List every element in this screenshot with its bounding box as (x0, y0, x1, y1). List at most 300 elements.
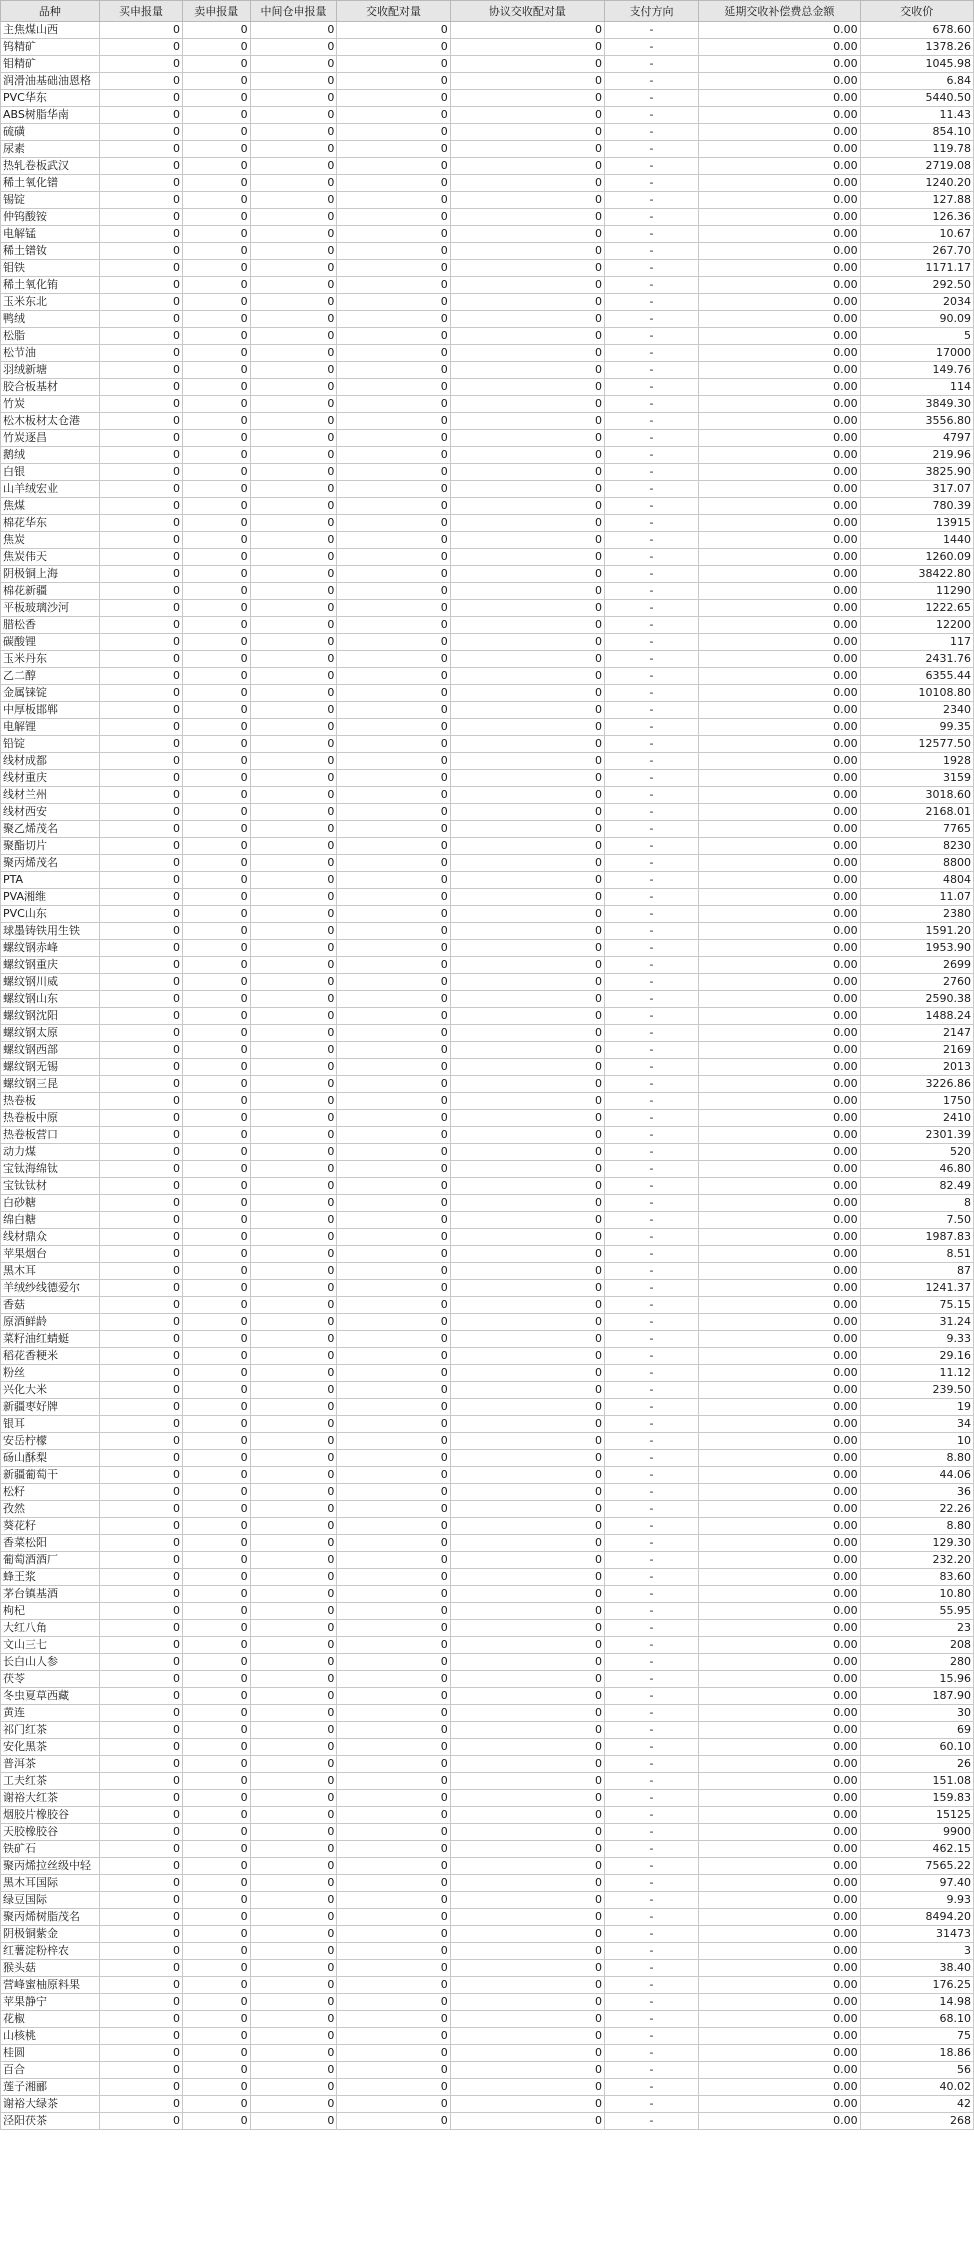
table-row (1, 498, 974, 515)
table-row (1, 2062, 974, 2079)
cell-buy-qty: 0 (99, 1042, 182, 1059)
cell-product: 粉丝 (1, 1365, 100, 1382)
cell-match-qty: 0 (337, 124, 450, 141)
cell-agreement-qty: 0 (450, 702, 604, 719)
cell-compensation: 0.00 (699, 1620, 861, 1637)
cell-pay-direction: - (605, 1603, 699, 1620)
cell-pay-direction: - (605, 2079, 699, 2096)
table-row (1, 1552, 974, 1569)
cell-product: ABS树脂华南 (1, 107, 100, 124)
cell-agreement-qty: 0 (450, 1994, 604, 2011)
cell-compensation: 0.00 (699, 1008, 861, 1025)
cell-agreement-qty: 0 (450, 634, 604, 651)
cell-compensation: 0.00 (699, 600, 861, 617)
cell-product: 聚丙烯茂名 (1, 855, 100, 872)
cell-pay-direction: - (605, 1807, 699, 1824)
cell-match-qty: 0 (337, 1977, 450, 1994)
cell-product: 棉花新疆 (1, 583, 100, 600)
table-row (1, 1994, 974, 2011)
cell-buy-qty: 0 (99, 413, 182, 430)
cell-buy-qty: 0 (99, 294, 182, 311)
cell-pay-direction: - (605, 362, 699, 379)
cell-price: 780.39 (860, 498, 973, 515)
cell-buy-qty: 0 (99, 702, 182, 719)
cell-buy-qty: 0 (99, 379, 182, 396)
cell-buy-qty: 0 (99, 1620, 182, 1637)
cell-match-qty: 0 (337, 22, 450, 39)
cell-price: 60.10 (860, 1739, 973, 1756)
cell-price: 46.80 (860, 1161, 973, 1178)
cell-mid-qty: 0 (250, 770, 337, 787)
cell-sell-qty: 0 (183, 515, 251, 532)
cell-buy-qty: 0 (99, 787, 182, 804)
cell-pay-direction: - (605, 260, 699, 277)
cell-match-qty: 0 (337, 1382, 450, 1399)
cell-buy-qty: 0 (99, 226, 182, 243)
cell-agreement-qty: 0 (450, 566, 604, 583)
cell-agreement-qty: 0 (450, 277, 604, 294)
cell-mid-qty: 0 (250, 1280, 337, 1297)
cell-pay-direction: - (605, 1297, 699, 1314)
cell-pay-direction: - (605, 175, 699, 192)
cell-pay-direction: - (605, 685, 699, 702)
cell-compensation: 0.00 (699, 90, 861, 107)
cell-mid-qty: 0 (250, 1654, 337, 1671)
cell-buy-qty: 0 (99, 1960, 182, 1977)
cell-sell-qty: 0 (183, 1212, 251, 1229)
cell-mid-qty: 0 (250, 1790, 337, 1807)
cell-mid-qty: 0 (250, 1042, 337, 1059)
cell-price: 15.96 (860, 1671, 973, 1688)
cell-product: 钼铁 (1, 260, 100, 277)
cell-sell-qty: 0 (183, 22, 251, 39)
cell-match-qty: 0 (337, 1127, 450, 1144)
cell-pay-direction: - (605, 1637, 699, 1654)
cell-price: 3159 (860, 770, 973, 787)
cell-agreement-qty: 0 (450, 39, 604, 56)
cell-mid-qty: 0 (250, 39, 337, 56)
cell-sell-qty: 0 (183, 56, 251, 73)
cell-buy-qty: 0 (99, 2011, 182, 2028)
cell-sell-qty: 0 (183, 889, 251, 906)
cell-product: 原酒鲜龄 (1, 1314, 100, 1331)
table-body (1, 22, 974, 2130)
cell-price: 36 (860, 1484, 973, 1501)
cell-agreement-qty: 0 (450, 1705, 604, 1722)
cell-sell-qty: 0 (183, 1739, 251, 1756)
cell-match-qty: 0 (337, 1399, 450, 1416)
cell-agreement-qty: 0 (450, 872, 604, 889)
cell-product: 乙二醇 (1, 668, 100, 685)
cell-pay-direction: - (605, 481, 699, 498)
cell-mid-qty: 0 (250, 2028, 337, 2045)
cell-compensation: 0.00 (699, 1501, 861, 1518)
cell-agreement-qty: 0 (450, 1552, 604, 1569)
cell-compensation: 0.00 (699, 1739, 861, 1756)
cell-price: 34 (860, 1416, 973, 1433)
cell-buy-qty: 0 (99, 1943, 182, 1960)
cell-mid-qty: 0 (250, 889, 337, 906)
cell-pay-direction: - (605, 1705, 699, 1722)
cell-price: 176.25 (860, 1977, 973, 1994)
cell-buy-qty: 0 (99, 1994, 182, 2011)
cell-buy-qty: 0 (99, 906, 182, 923)
cell-pay-direction: - (605, 1042, 699, 1059)
cell-mid-qty: 0 (250, 124, 337, 141)
cell-sell-qty: 0 (183, 379, 251, 396)
cell-price: 7.50 (860, 1212, 973, 1229)
cell-agreement-qty: 0 (450, 940, 604, 957)
cell-pay-direction: - (605, 872, 699, 889)
cell-compensation: 0.00 (699, 1382, 861, 1399)
cell-compensation: 0.00 (699, 1127, 861, 1144)
cell-agreement-qty: 0 (450, 209, 604, 226)
cell-match-qty: 0 (337, 2011, 450, 2028)
cell-compensation: 0.00 (699, 821, 861, 838)
cell-compensation: 0.00 (699, 1212, 861, 1229)
cell-sell-qty: 0 (183, 1807, 251, 1824)
cell-pay-direction: - (605, 770, 699, 787)
cell-product: 祁门红茶 (1, 1722, 100, 1739)
cell-agreement-qty: 0 (450, 192, 604, 209)
cell-sell-qty: 0 (183, 1042, 251, 1059)
cell-pay-direction: - (605, 1433, 699, 1450)
cell-mid-qty: 0 (250, 2096, 337, 2113)
cell-pay-direction: - (605, 991, 699, 1008)
cell-sell-qty: 0 (183, 685, 251, 702)
cell-match-qty: 0 (337, 991, 450, 1008)
cell-product: 茯苓 (1, 1671, 100, 1688)
cell-sell-qty: 0 (183, 107, 251, 124)
table-row (1, 770, 974, 787)
cell-compensation: 0.00 (699, 124, 861, 141)
cell-sell-qty: 0 (183, 1127, 251, 1144)
cell-buy-qty: 0 (99, 1025, 182, 1042)
cell-agreement-qty: 0 (450, 1773, 604, 1790)
cell-sell-qty: 0 (183, 1348, 251, 1365)
cell-compensation: 0.00 (699, 855, 861, 872)
cell-match-qty: 0 (337, 770, 450, 787)
cell-buy-qty: 0 (99, 277, 182, 294)
cell-match-qty: 0 (337, 1620, 450, 1637)
cell-product: 松籽 (1, 1484, 100, 1501)
table-row (1, 141, 974, 158)
cell-product: 银耳 (1, 1416, 100, 1433)
cell-sell-qty: 0 (183, 1824, 251, 1841)
cell-pay-direction: - (605, 226, 699, 243)
cell-price: 1440 (860, 532, 973, 549)
cell-match-qty: 0 (337, 2096, 450, 2113)
cell-agreement-qty: 0 (450, 1943, 604, 1960)
table-row (1, 1773, 974, 1790)
cell-pay-direction: - (605, 498, 699, 515)
cell-buy-qty: 0 (99, 1892, 182, 1909)
cell-price: 42 (860, 2096, 973, 2113)
cell-price: 2013 (860, 1059, 973, 1076)
cell-compensation: 0.00 (699, 2028, 861, 2045)
cell-buy-qty: 0 (99, 1773, 182, 1790)
table-row (1, 1535, 974, 1552)
cell-price: 30 (860, 1705, 973, 1722)
table-row (1, 719, 974, 736)
cell-agreement-qty: 0 (450, 1110, 604, 1127)
cell-product: 螺纹钢山东 (1, 991, 100, 1008)
table-row (1, 1892, 974, 1909)
cell-match-qty: 0 (337, 1314, 450, 1331)
cell-pay-direction: - (605, 430, 699, 447)
cell-match-qty: 0 (337, 1688, 450, 1705)
cell-price: 68.10 (860, 2011, 973, 2028)
cell-mid-qty: 0 (250, 600, 337, 617)
cell-sell-qty: 0 (183, 2079, 251, 2096)
cell-agreement-qty: 0 (450, 1535, 604, 1552)
cell-compensation: 0.00 (699, 1960, 861, 1977)
cell-agreement-qty: 0 (450, 311, 604, 328)
cell-pay-direction: - (605, 1246, 699, 1263)
cell-pay-direction: - (605, 855, 699, 872)
cell-price: 8494.20 (860, 1909, 973, 1926)
cell-buy-qty: 0 (99, 974, 182, 991)
table-row (1, 515, 974, 532)
cell-agreement-qty: 0 (450, 1280, 604, 1297)
cell-match-qty: 0 (337, 1161, 450, 1178)
cell-buy-qty: 0 (99, 1705, 182, 1722)
cell-match-qty: 0 (337, 617, 450, 634)
cell-pay-direction: - (605, 1892, 699, 1909)
cell-product: 动力煤 (1, 1144, 100, 1161)
cell-product: 焦炭 (1, 532, 100, 549)
cell-agreement-qty: 0 (450, 753, 604, 770)
cell-mid-qty: 0 (250, 736, 337, 753)
cell-compensation: 0.00 (699, 1416, 861, 1433)
cell-compensation: 0.00 (699, 719, 861, 736)
table-row (1, 1739, 974, 1756)
cell-compensation: 0.00 (699, 260, 861, 277)
cell-compensation: 0.00 (699, 1926, 861, 1943)
cell-buy-qty: 0 (99, 430, 182, 447)
cell-buy-qty: 0 (99, 940, 182, 957)
cell-product: 新疆葡萄干 (1, 1467, 100, 1484)
cell-product: 螺纹钢太原 (1, 1025, 100, 1042)
cell-sell-qty: 0 (183, 872, 251, 889)
cell-match-qty: 0 (337, 2062, 450, 2079)
cell-sell-qty: 0 (183, 1093, 251, 1110)
cell-compensation: 0.00 (699, 345, 861, 362)
cell-pay-direction: - (605, 702, 699, 719)
cell-agreement-qty: 0 (450, 668, 604, 685)
cell-buy-qty: 0 (99, 753, 182, 770)
cell-match-qty: 0 (337, 1416, 450, 1433)
cell-buy-qty: 0 (99, 1671, 182, 1688)
cell-mid-qty: 0 (250, 1110, 337, 1127)
cell-price: 4804 (860, 872, 973, 889)
table-row (1, 1382, 974, 1399)
cell-price: 208 (860, 1637, 973, 1654)
table-row (1, 107, 974, 124)
col-header-sell-qty: 卖申报量 (183, 1, 251, 22)
cell-compensation: 0.00 (699, 1603, 861, 1620)
cell-mid-qty: 0 (250, 1144, 337, 1161)
cell-mid-qty: 0 (250, 1433, 337, 1450)
cell-agreement-qty: 0 (450, 906, 604, 923)
cell-price: 11.12 (860, 1365, 973, 1382)
table-row (1, 175, 974, 192)
cell-product: 线材成都 (1, 753, 100, 770)
cell-compensation: 0.00 (699, 1297, 861, 1314)
cell-mid-qty: 0 (250, 2113, 337, 2130)
cell-pay-direction: - (605, 1399, 699, 1416)
cell-compensation: 0.00 (699, 1756, 861, 1773)
cell-mid-qty: 0 (250, 294, 337, 311)
cell-price: 18.86 (860, 2045, 973, 2062)
cell-price: 10 (860, 1433, 973, 1450)
cell-buy-qty: 0 (99, 243, 182, 260)
cell-compensation: 0.00 (699, 464, 861, 481)
cell-match-qty: 0 (337, 1586, 450, 1603)
cell-mid-qty: 0 (250, 1416, 337, 1433)
cell-mid-qty: 0 (250, 1093, 337, 1110)
cell-sell-qty: 0 (183, 1790, 251, 1807)
cell-product: 聚丙烯树脂茂名 (1, 1909, 100, 1926)
cell-agreement-qty: 0 (450, 1977, 604, 1994)
cell-price: 127.88 (860, 192, 973, 209)
cell-buy-qty: 0 (99, 56, 182, 73)
table-row (1, 1586, 974, 1603)
cell-sell-qty: 0 (183, 1467, 251, 1484)
cell-product: 安岳柠檬 (1, 1433, 100, 1450)
cell-product: 香菜松阳 (1, 1535, 100, 1552)
cell-compensation: 0.00 (699, 158, 861, 175)
cell-compensation: 0.00 (699, 1909, 861, 1926)
cell-agreement-qty: 0 (450, 430, 604, 447)
cell-mid-qty: 0 (250, 855, 337, 872)
cell-match-qty: 0 (337, 1875, 450, 1892)
cell-sell-qty: 0 (183, 1603, 251, 1620)
cell-compensation: 0.00 (699, 702, 861, 719)
cell-product: 孜然 (1, 1501, 100, 1518)
cell-compensation: 0.00 (699, 532, 861, 549)
cell-product: 花椒 (1, 2011, 100, 2028)
cell-agreement-qty: 0 (450, 447, 604, 464)
cell-buy-qty: 0 (99, 1127, 182, 1144)
cell-price: 29.16 (860, 1348, 973, 1365)
cell-buy-qty: 0 (99, 90, 182, 107)
cell-product: 球墨铸铁用生铁 (1, 923, 100, 940)
cell-pay-direction: - (605, 56, 699, 73)
cell-match-qty: 0 (337, 277, 450, 294)
cell-pay-direction: - (605, 1654, 699, 1671)
cell-mid-qty: 0 (250, 1229, 337, 1246)
cell-product: 白砂糖 (1, 1195, 100, 1212)
cell-buy-qty: 0 (99, 651, 182, 668)
table-row (1, 1127, 974, 1144)
cell-price: 56 (860, 2062, 973, 2079)
cell-product: 鹅绒 (1, 447, 100, 464)
cell-sell-qty: 0 (183, 668, 251, 685)
cell-product: 枸杞 (1, 1603, 100, 1620)
cell-match-qty: 0 (337, 1756, 450, 1773)
cell-match-qty: 0 (337, 515, 450, 532)
cell-pay-direction: - (605, 2113, 699, 2130)
cell-price: 11290 (860, 583, 973, 600)
cell-product: 热卷板 (1, 1093, 100, 1110)
cell-mid-qty: 0 (250, 923, 337, 940)
cell-pay-direction: - (605, 1280, 699, 1297)
cell-price: 2590.38 (860, 991, 973, 1008)
cell-price: 462.15 (860, 1841, 973, 1858)
cell-compensation: 0.00 (699, 1671, 861, 1688)
cell-buy-qty: 0 (99, 1348, 182, 1365)
cell-agreement-qty: 0 (450, 2079, 604, 2096)
cell-price: 3226.86 (860, 1076, 973, 1093)
cell-mid-qty: 0 (250, 617, 337, 634)
cell-product: 新疆枣好牌 (1, 1399, 100, 1416)
cell-agreement-qty: 0 (450, 328, 604, 345)
cell-product: 线材鼎众 (1, 1229, 100, 1246)
cell-buy-qty: 0 (99, 1824, 182, 1841)
cell-compensation: 0.00 (699, 447, 861, 464)
cell-match-qty: 0 (337, 1280, 450, 1297)
cell-mid-qty: 0 (250, 549, 337, 566)
cell-product: 电解锂 (1, 719, 100, 736)
cell-pay-direction: - (605, 1450, 699, 1467)
table-row (1, 634, 974, 651)
cell-pay-direction: - (605, 821, 699, 838)
cell-agreement-qty: 0 (450, 1093, 604, 1110)
table-row (1, 277, 974, 294)
cell-compensation: 0.00 (699, 974, 861, 991)
table-row (1, 957, 974, 974)
cell-buy-qty: 0 (99, 719, 182, 736)
cell-compensation: 0.00 (699, 141, 861, 158)
table-row (1, 2045, 974, 2062)
cell-price: 149.76 (860, 362, 973, 379)
cell-product: 羽绒新塘 (1, 362, 100, 379)
cell-mid-qty: 0 (250, 1705, 337, 1722)
cell-sell-qty: 0 (183, 328, 251, 345)
table-row (1, 1433, 974, 1450)
cell-pay-direction: - (605, 107, 699, 124)
cell-product: 玉米丹东 (1, 651, 100, 668)
cell-agreement-qty: 0 (450, 1297, 604, 1314)
cell-mid-qty: 0 (250, 1263, 337, 1280)
cell-agreement-qty: 0 (450, 787, 604, 804)
table-row (1, 1144, 974, 1161)
cell-pay-direction: - (605, 2045, 699, 2062)
cell-pay-direction: - (605, 1229, 699, 1246)
cell-buy-qty: 0 (99, 1722, 182, 1739)
cell-agreement-qty: 0 (450, 1450, 604, 1467)
cell-price: 5 (860, 328, 973, 345)
cell-price: 23 (860, 1620, 973, 1637)
cell-pay-direction: - (605, 345, 699, 362)
cell-mid-qty: 0 (250, 872, 337, 889)
cell-price: 10.67 (860, 226, 973, 243)
cell-mid-qty: 0 (250, 1450, 337, 1467)
cell-buy-qty: 0 (99, 1008, 182, 1025)
cell-pay-direction: - (605, 804, 699, 821)
cell-agreement-qty: 0 (450, 498, 604, 515)
cell-product: PVC山东 (1, 906, 100, 923)
cell-compensation: 0.00 (699, 1875, 861, 1892)
cell-agreement-qty: 0 (450, 413, 604, 430)
cell-match-qty: 0 (337, 1059, 450, 1076)
table-row (1, 294, 974, 311)
cell-agreement-qty: 0 (450, 1467, 604, 1484)
cell-sell-qty: 0 (183, 1297, 251, 1314)
cell-agreement-qty: 0 (450, 719, 604, 736)
cell-agreement-qty: 0 (450, 600, 604, 617)
